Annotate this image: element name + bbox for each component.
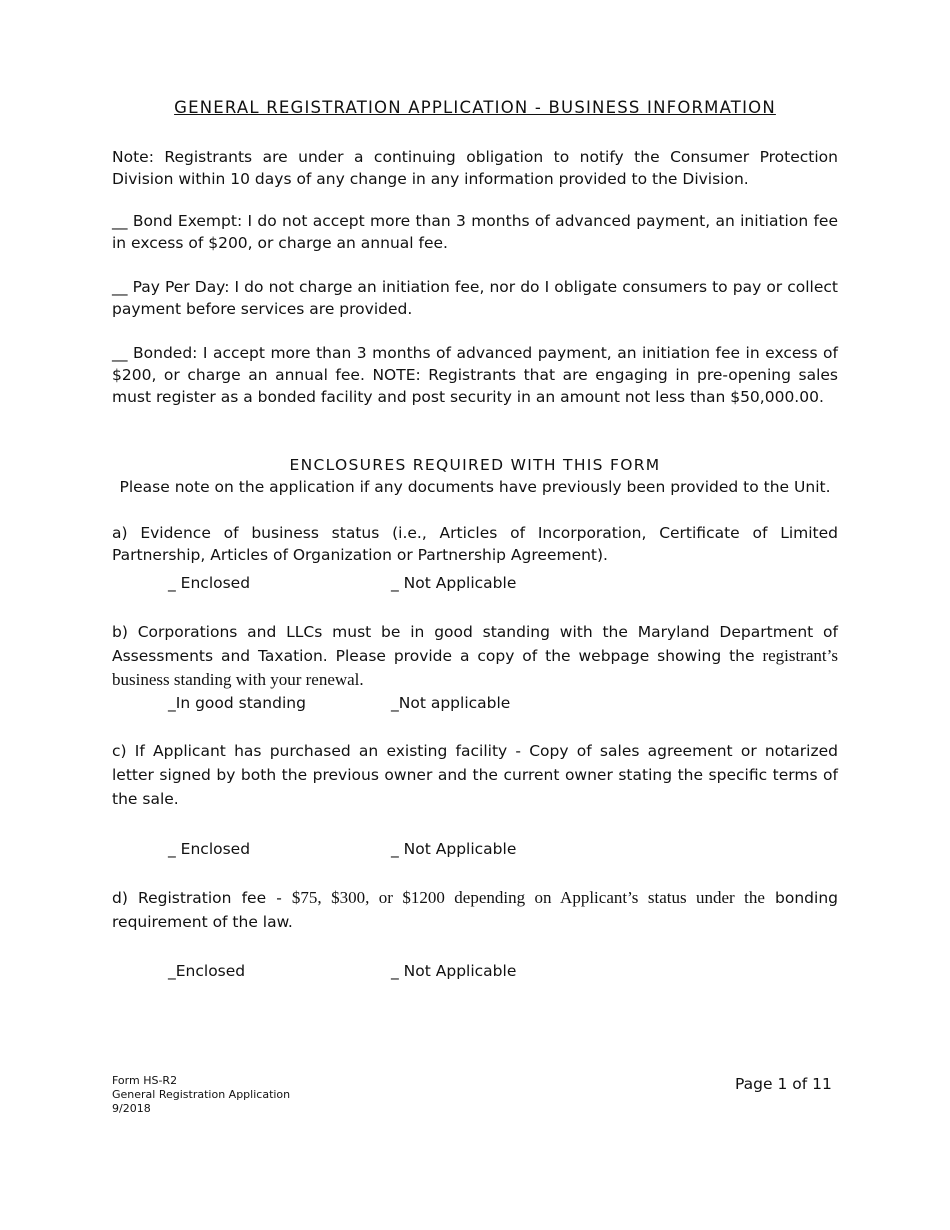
footer-block — [112, 1074, 290, 1116]
enclosure-item-b — [112, 620, 838, 692]
item-c-enclosed-option: _ Enclosed — [168, 840, 251, 858]
enclosure-item-c: c) If Applicant has purchased an existing facility - Copy of sales agreement or notarized letter signed by both the previous owner and the current owner stating the specific terms of the sale. — [112, 742, 838, 808]
bond-exempt-option: __ Bond Exempt: I do not accept more than 3 months of advanced payment, an initiation fee in excess of $200, or charge an annual fee. — [112, 212, 838, 252]
page-number: Page 1 of 11 — [735, 1075, 832, 1093]
item-b-good-standing-option: _In good standing — [168, 694, 306, 712]
item-a-not-applicable-option: _ Not Applicable — [391, 574, 517, 592]
page-title: GENERAL REGISTRATION APPLICATION - BUSINESS INFORMATION — [174, 98, 776, 117]
item-a-enclosed-option: _ Enclosed — [168, 574, 251, 592]
item-d-text-end: bonding requirement of the law. — [112, 889, 838, 931]
item-b-text-serif: registrant’s business standing with your renewal. — [112, 646, 838, 689]
enclosures-heading: ENCLOSURES REQUIRED WITH THIS FORM — [289, 456, 661, 474]
bonded-option: __ Bonded: I accept more than 3 months of advanced payment, an initiation fee in excess of $200, or charge an annual fee. NOTE: Registrants that are engaging in pre-opening sales must register as a bonded facility and post security in an amount not less than $50,000.00. — [112, 344, 838, 406]
enclosure-item-a: a) Evidence of business status (i.e., Articles of Incorporation, Certificate of Limited Partnership, Articles of Organization or Partnership Agreement). — [112, 524, 838, 564]
item-b-not-applicable-option: _Not applicable — [391, 694, 511, 712]
footer-form-id: Form HS-R2 — [112, 1074, 178, 1087]
pay-per-day-option: __ Pay Per Day: I do not charge an initiation fee, nor do I obligate consumers to pay or collect payment before services are provided. — [112, 278, 838, 318]
item-b-text: b) Corporations and LLCs must be in good standing with the Maryland Department of Assessments and Taxation. Please provide a copy of the webpage showing the — [112, 623, 838, 665]
item-d-text-serif: $75, $300, or $1200 depending on Applicant’s status under the — [291, 888, 765, 907]
footer-form-name: General Registration Application — [112, 1088, 291, 1101]
note-paragraph: Note: Registrants are under a continuing obligation to notify the Consumer Protection Division within 10 days of any change in any information provided to the Division. — [112, 148, 838, 188]
item-d-text: d) Registration fee - — [112, 889, 292, 907]
footer-date: 9/2018 — [112, 1102, 151, 1115]
enclosure-item-d — [112, 886, 838, 934]
item-d-not-applicable-option: _ Not Applicable — [391, 962, 517, 980]
item-d-enclosed-option: _Enclosed — [168, 962, 246, 980]
enclosures-subheading: Please note on the application if any documents have previously been provided to the Unit. — [119, 478, 831, 496]
item-c-not-applicable-option: _ Not Applicable — [391, 840, 517, 858]
